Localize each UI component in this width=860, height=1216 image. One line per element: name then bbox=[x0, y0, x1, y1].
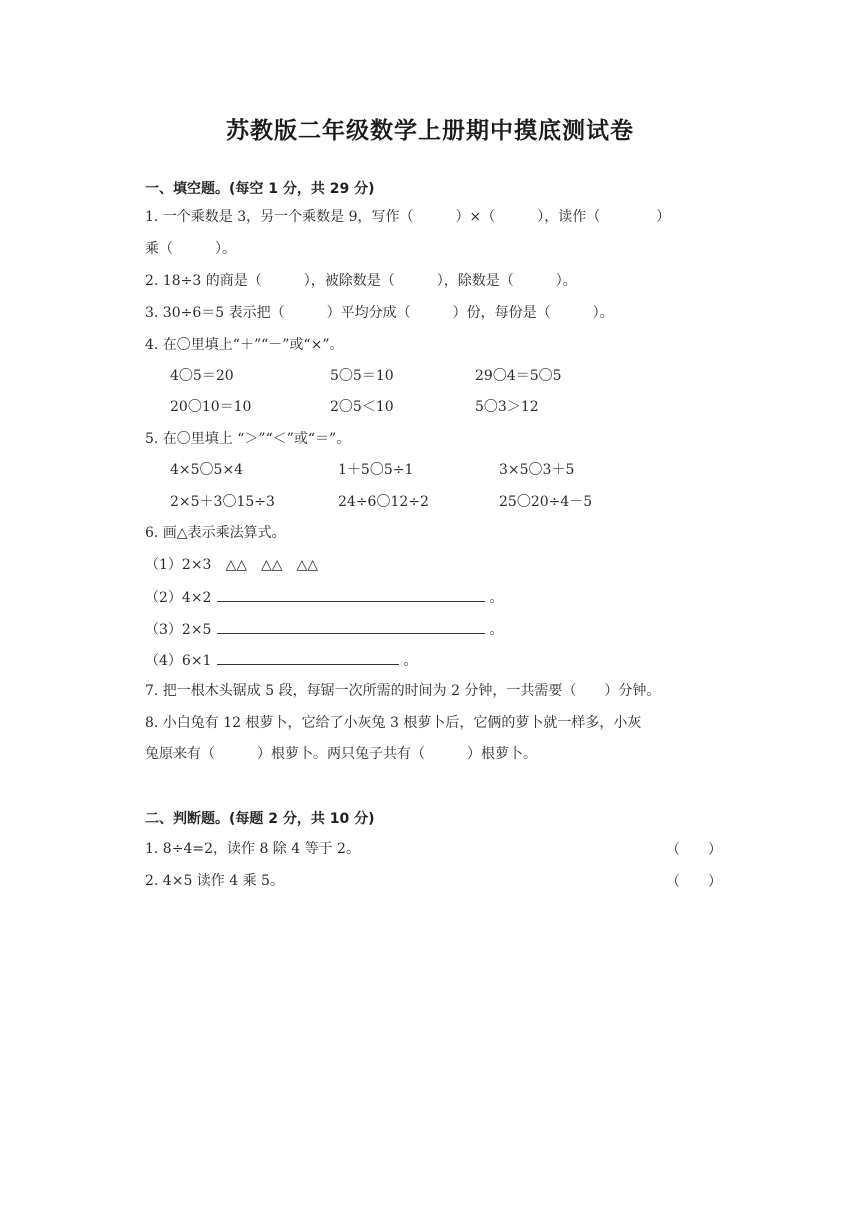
question-2: 2. 18÷3 的商是（ ），被除数是（ ），除数是（ ）。 bbox=[145, 273, 577, 289]
period: 。 bbox=[489, 622, 504, 638]
page-title: 苏教版二年级数学上册期中摸底测试卷 bbox=[226, 118, 634, 144]
question-4-item: 5〇3＞12 bbox=[475, 399, 539, 415]
question-6-part-2-label: （2）4×2 bbox=[145, 590, 212, 606]
question-4-item: 20〇10＝10 bbox=[170, 399, 252, 415]
question-6-part-1: （1）2×3 △△ △△ △△ bbox=[145, 557, 319, 573]
question-8-line-2: 兔原来有（ ）根萝卜。两只兔子共有（ ）根萝卜。 bbox=[145, 746, 537, 762]
question-5-item: 1＋5〇5÷1 bbox=[338, 462, 414, 478]
judgment-question-2: 2. 4×5 读作 4 乘 5。 bbox=[145, 873, 284, 889]
judgment-answer-2[interactable]: （ ） bbox=[666, 874, 722, 890]
question-7: 7. 把一根木头锯成 5 段，每锯一次所需的时间为 2 分钟，一共需要（ ）分钟。 bbox=[145, 683, 661, 699]
question-5-item: 2×5＋3〇15÷3 bbox=[170, 494, 275, 510]
question-5-item: 4×5〇5×4 bbox=[170, 462, 244, 478]
question-1-line-2: 乘（ ）。 bbox=[145, 241, 236, 257]
judgment-question-1: 1. 8÷4=2，读作 8 除 4 等于 2。 bbox=[145, 841, 360, 857]
answer-line[interactable] bbox=[217, 650, 399, 665]
question-6-part-2 bbox=[145, 587, 503, 608]
judgment-answer-1[interactable]: （ ） bbox=[666, 842, 722, 858]
period: 。 bbox=[489, 590, 504, 606]
question-6-part-4 bbox=[145, 650, 417, 671]
section-judgment-heading: 二、判断题。(每题 2 分，共 10 分) bbox=[145, 811, 375, 827]
question-4-item: 29〇4＝5〇5 bbox=[475, 368, 562, 384]
answer-line[interactable] bbox=[217, 587, 485, 602]
question-1-line-1: 1. 一个乘数是 3，另一个乘数是 9，写作（ ）×（ ），读作（ ） bbox=[145, 209, 671, 225]
question-5-item: 3×5〇3＋5 bbox=[499, 462, 575, 478]
question-4-item: 5〇5＝10 bbox=[330, 368, 394, 384]
question-5-prompt: 5. 在〇里填上 “＞”“＜”或“＝”。 bbox=[145, 431, 351, 447]
question-6-part-4-label: （4）6×1 bbox=[145, 653, 212, 669]
section-fill-in-heading: 一、填空题。(每空 1 分，共 29 分) bbox=[145, 181, 375, 197]
question-4-prompt: 4. 在〇里填上“＋”“－”或“×”。 bbox=[145, 337, 344, 353]
question-8-line-1: 8. 小白兔有 12 根萝卜，它给了小灰兔 3 根萝卜后，它俩的萝卜就一样多，小灰 bbox=[145, 715, 642, 731]
question-5-item: 24÷6〇12÷2 bbox=[338, 494, 429, 510]
question-6-prompt: 6. 画△表示乘法算式。 bbox=[145, 525, 286, 541]
question-6-part-3-label: （3）2×5 bbox=[145, 622, 212, 638]
question-3: 3. 30÷6＝5 表示把（ ）平均分成（ ）份，每份是（ ）。 bbox=[145, 305, 614, 321]
period: 。 bbox=[403, 653, 418, 669]
question-5-item: 25〇20÷4－5 bbox=[499, 494, 593, 510]
question-4-item: 2〇5＜10 bbox=[330, 399, 394, 415]
question-6-part-3 bbox=[145, 619, 503, 640]
answer-line[interactable] bbox=[217, 619, 485, 634]
question-4-item: 4〇5＝20 bbox=[170, 368, 234, 384]
